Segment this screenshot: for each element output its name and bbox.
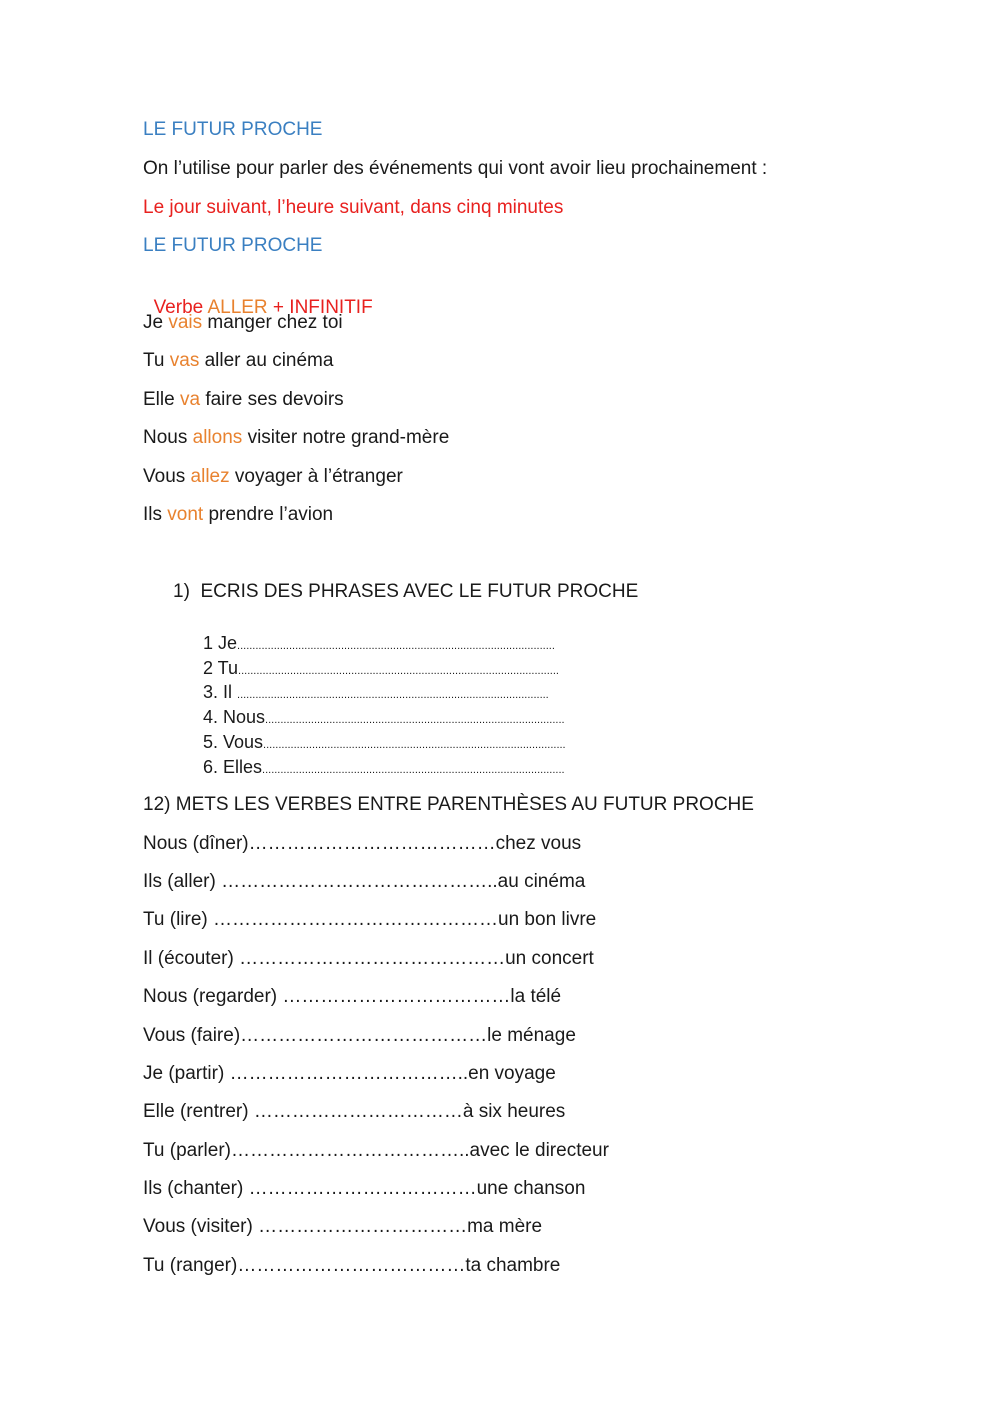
formula-verbe: Verbe [153,297,208,318]
sentence-rest: faire ses devoirs [200,389,344,410]
sentence-rest: visiter notre grand-mère [242,427,450,448]
answer-blank[interactable]: ........................................................................................................ [237,640,555,652]
conjugation-line [143,349,333,373]
pronoun: Je [143,312,169,333]
sentence-rest: aller au cinéma [199,350,334,371]
intro-text: On l’utilise pour parler des événements qui vont avoir lieu prochainement : [143,158,768,179]
exercise1-title: 1) ECRIS DES PHRASES AVEC LE FUTUR PROCHE [173,581,639,602]
exercise2-item[interactable]: Tu (parler)………………………………..avec le directeur [143,1140,609,1161]
sentence-rest: voyager à l’étranger [229,466,403,487]
exercise1-item [203,756,565,781]
verb-form: va [179,389,201,410]
answer-blank[interactable]: .................................................................................................. [265,714,565,726]
exercise2-item[interactable]: Ils (aller) ……………………………………..au cinéma [143,871,586,892]
answer-blank[interactable]: ......................................................................................................... [238,665,559,677]
verb-form: vont [167,504,204,525]
exercise1-item [203,681,549,706]
pronoun: Tu [143,350,170,371]
exercise1-item [203,657,559,682]
pronoun: Elle [143,389,180,410]
item-label: 1 Je [203,633,238,653]
exercise1-item [203,731,566,756]
heading-futur-proche-2: LE FUTUR PROCHE [143,235,323,256]
exercise1-item [203,706,565,731]
exercise2-item[interactable]: Elle (rentrer) ……………………………à six heures [143,1101,566,1122]
sentence-rest: prendre l’avion [203,504,334,525]
verb-form: vas [169,350,200,371]
exercise2-item[interactable]: Il (écouter) ……………………………………un concert [143,948,594,969]
formula-infinitif: + INFINITIF [267,297,373,318]
pronoun: Nous [143,427,193,448]
pronoun: Ils [143,504,168,525]
exercise2-item[interactable]: Vous (visiter) ……………………………ma mère [143,1216,543,1237]
exercise1-item [203,632,555,657]
pronoun: Vous [143,466,191,487]
conjugation-line [143,311,343,335]
time-examples: Le jour suivant, l’heure suivant, dans cinq minutes [143,197,564,218]
item-label: 3. Il [203,682,238,702]
conjugation-line [143,503,333,527]
conjugation-line [143,388,344,412]
verb-form: allez [190,466,230,487]
item-label: 6. Elles [203,757,263,777]
exercise2-item[interactable]: Ils (chanter) ………………………………une chanson [143,1178,586,1199]
item-label: 5. Vous [203,732,264,752]
exercise2-item[interactable]: Nous (regarder) ………………………………la télé [143,986,562,1007]
exercise2-item[interactable]: Nous (dîner)…………………………………chez vous [143,833,582,854]
conjugation-line [143,426,449,450]
exercise2-item[interactable]: Tu (ranger)………………………………ta chambre [143,1255,561,1276]
conjugation-line [143,465,403,489]
exercise2-item[interactable]: Je (partir) ………………………………..en voyage [143,1063,556,1084]
answer-blank[interactable]: ...................................................................................................... [237,689,549,701]
exercise2-item[interactable]: Tu (lire) ………………………………………un bon livre [143,909,597,930]
answer-blank[interactable]: ................................................................................................... [262,764,565,776]
formula-aller: ALLER [207,297,268,318]
answer-blank[interactable]: ................................................................................................... [263,739,566,751]
verb-form: allons [192,427,243,448]
exercise2-title: 12) METS LES VERBES ENTRE PARENTHÈSES AU FUTUR PROCHE [143,794,754,815]
exercise2-item[interactable]: Vous (faire)…………………………………le ménage [143,1025,576,1046]
verb-form: vais [168,312,203,333]
item-label: 4. Nous [203,707,266,727]
heading-futur-proche: LE FUTUR PROCHE [143,119,323,140]
sentence-rest: manger chez toi [202,312,343,333]
item-label: 2 Tu [203,658,239,678]
